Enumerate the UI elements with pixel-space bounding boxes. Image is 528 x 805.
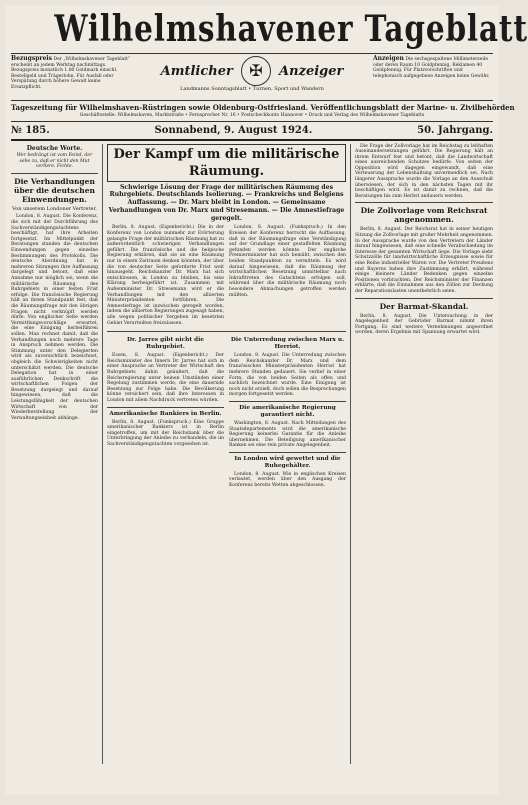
divider (229, 401, 346, 402)
article-body-marx-herriot: London, 8. August. Die Unterredung zwischen dem Reichskanzler Dr. Marx und dem französischen Ministerpräsidenten Herriot hat mehrere Stunden gedauert. Sie verlief in einer Form, die von beiden Seiten als offen und sachlich bezeichnet wurde. Eine Einigung ist noch nicht erzielt, doch sollen die Besprechungen morgen fortgesetzt werden. (229, 353, 346, 398)
lower-articles (107, 335, 346, 491)
article-headline-marx-herriot: Die Unterredung zwischen Marx u. Herriot. (230, 337, 345, 351)
advertising-box (373, 56, 493, 98)
article-body-jarres: Essen, 8. August. (Eigenbericht.) Der Reichsminister des Innern Dr. Jarres hat sich in einer Ansprache an Vertreter der Wirtschaft des Ruhrgebiets dahin geäußert, daß die Reichsregierung unter keinen Umständen einer Regelung zustimmen werde, die eine dauernde Besetzung zur Folge habe. Die Bevölkerung könne versichert sein, daß ihre Interessen in London mit allem Nachdruck vertreten würden. (107, 353, 224, 403)
columns (11, 144, 493, 764)
main-article-col2: London, 8. August. (Funkspruch.) In den Kreisen der Konferenz herrscht die Auffassung, daß in der Räumungsfrage eine Verständigung auf der Grundlage einer gestaffelten Räumung gefunden werden könnte. Der englische Premierminister hat sich bemüht, zwischen den beiden Standpunkten zu vermitteln. Es wird darauf hingewiesen, daß die Räumung der wirtschaftlichen Besetzung unmittelbar nach Inkrafttreten des Gutachtens erfolgen soll, während über die militärische Räumung noch besondere Abmachungen getroffen werden müßten. (229, 225, 346, 298)
advertising-text: Die sechsgespaltene Millimeterzeile oder deren Raum 10 Goldpfennig, Reklamen 40 Goldpfennig. Für Platzvorschriften und telephonisch aufgegebene Anzeigen keine Gewähr. (373, 57, 490, 79)
article-headline-barmat: Der Barmat-Skandal. (379, 301, 469, 311)
issue-number: № 185. (11, 124, 50, 136)
volume-number: 50. Jahrgang. (417, 124, 493, 136)
article-body-us-government: Washington, 8. August. Nach Mitteilungen des Staatsdepartements wird die amerikanische Regierung keinerlei Garantie für die Anleihe übernehmen. Die Beteiligung amerikanischer Banken sei eine rein private Angelegenheit. (229, 420, 346, 449)
middle-column (103, 144, 351, 764)
issue-date: Sonnabend, 9. August 1924. (154, 124, 313, 136)
newspaper-page (5, 5, 528, 795)
main-article-col1: Berlin, 8. August. (Eigenbericht.) Die in der Konferenz von London nunmehr zur Erörterung gelangte Frage der militärischen Räumung hat zu außerordentlich schwierigen Verhandlungen geführt. Die französische und die belgische Regierung erklären, daß sie an eine Räumung nur in einem Zeitraum denken könnten, der über die von deutscher Seite geforderte Frist weit hinausgeht. Reichskanzler Dr. Marx hat sich entschlossen, in London zu bleiben, bis eine Klärung herbeigeführt ist. Zusammen mit Außenminister Dr. Stresemann wird er die Verhandlungen mit den alliierten Ministerpräsidenten fortführen. Die Amnestiefrage ist inzwischen geregelt worden, indem die alliierten Regierungen zugesagt haben, alle wegen politischer Vergehen im besetzten Gebiet Verurteilten freizulassen. (107, 225, 224, 326)
masthead-title: Wilhelmshavener Tageblatt (54, 8, 528, 50)
divider (107, 407, 224, 408)
divider (107, 331, 346, 332)
article-body-tariff: Berlin, 8. August. Der Reichsrat hat in seiner heutigen Sitzung die Zollvorlage mit großer Mehrheit angenommen. In der Aussprache wurde von den Vertretern der Länder darauf hingewiesen, daß eine schnelle Verabschiedung im Interesse der gesamten Wirtschaft liege. Die Vorlage sieht Schutzzölle für landwirtschaftliche Erzeugnisse sowie für eine Reihe industrieller Waren vor. Die Vertreter Preußens und Bayerns haben ihre Zustimmung erklärt, während einige kleinere Länder Bedenken gegen einzelne Positionen vorbrachten. Der Reichsminister der Finanzen erklärte, daß die Einnahmen aus den Zöllen zur Deckung der Reparationslasten unentbehrlich seien. (355, 227, 494, 294)
article-headline-bankers: Amerikanische Bankiers in Berlin. (109, 410, 222, 417)
article-headline-jarres: Dr. Jarres gibt nicht die Ruhrgebiet. (127, 337, 204, 351)
divider (355, 202, 493, 203)
article-headline-us-government: Die amerikanische Regierung garantiert nicht. (239, 404, 336, 418)
main-article-body (107, 225, 346, 328)
subscription-box (11, 56, 131, 98)
main-subhead: Schwierige Lösung der Frage der militärischen Räumung des Ruhrgebiets. Deutschlands Isolierung. — Frankreichs und Belgiens Auffassung. — Dr. Marx bleibt in London. — Gemeinsame Verhandlungen von Dr. Marx und Stresemann. — Die Amnestiefrage geregelt. (108, 183, 345, 222)
official-gazette-block (131, 56, 373, 98)
article-body-barmat: Berlin, 8. August. Die Untersuchung in der Angelegenheit der Gebrüder Barmat nimmt ihren Fortgang. Es sind weitere Vernehmungen angeordnet worden, deren Ergebnis mit Spannung erwartet wird. (355, 313, 493, 336)
article-headline-london-bets: In London wird gewettet und die Ruhegehälter. (234, 455, 341, 469)
left-byline: Von unserem Londoner Vertreter. (12, 205, 97, 212)
masthead-band (11, 53, 493, 101)
article-body-london-bets: London, 8. August. Wie in englischen Kreisen verlautet, werden über den Ausgang der Konferenz bereits Wetten abgeschlossen. (229, 471, 346, 489)
subscription-label: Bezugspreis (11, 55, 53, 62)
quote-kicker: Deutsche Worte. (26, 144, 83, 152)
tagline: Tageszeitung für Wilhelmshaven-Rüstringen sowie Oldenburg-Ostfriesland. Veröffentlichungsblatt der Marine- u. Zivilbehörden (11, 103, 515, 112)
article-headline-tariff: Die Zollvorlage vom Reichsrat angenommen. (360, 206, 488, 225)
right-column (351, 144, 493, 764)
right-top-body: Die Frage der Zollvorlage hat im Reichstag zu lebhaften Auseinandersetzungen geführt. Die Regierung hält an ihrem Entwurf fest und betont, daß die Landwirtschaft eines ausreichenden Schutzes bedürfe. Von seiten der Opposition wird dagegen eingewandt, daß eine Verteuerung der Lebenshaltung unvermeidlich sei. Nach längerer Aussprache wurde die Vorlage an den Ausschuß überwiesen, der sich in den nächsten Tagen mit ihr beschäftigen wird. Es ist damit zu rechnen, daß die Beratungen bis zum Herbst andauern werden. (355, 143, 493, 199)
divider (355, 298, 493, 299)
quote-text: Wer bedrängt ist vom Feind, der sehe zu, daß er nicht den Mut verliere. Fichte. (16, 153, 93, 170)
divider (11, 173, 98, 174)
dateline (11, 122, 493, 141)
left-headline: Die Verhandlungen über die deutschen Einwendungen. (14, 176, 95, 204)
eagle-seal-icon: ✠ (241, 56, 271, 86)
advertising-label: Anzeigen (373, 55, 404, 62)
article-body-bankers: Berlin, 8. August. (Funkspruch.) Eine Gruppe amerikanischer Bankiers ist in Berlin eingetroffen, um mit der Reichsbank über die Unterbringung der Anleihe zu verhandeln, die im Sachverständigengutachten vorgesehen ist. (107, 419, 224, 447)
left-column (11, 144, 103, 764)
supplements-line: Landmanns Sonntagsblatt • Turnen, Sport und Wandern (180, 86, 324, 92)
divider (229, 452, 346, 453)
left-body: London, 8. August. Die Konferenz, die sich mit der Durchführung des Sachverständigengutachtens beschäftigt, hat ihre Arbeiten fortgesetzt. Im Mittelpunkt der Beratungen standen die deutschen Einwendungen gegen einzelne Bestimmungen des Protokolls. Die deutsche Abordnung hat in mehreren Sitzungen ihre Auffassung dargelegt und betont, daß eine Annahme nur möglich sei, wenn die militärische Räumung des Ruhrgebiets in einer festen Frist erfolge. Die französische Regierung hält an ihrem Standpunkt fest, daß die Räumungsfrage mit den übrigen Fragen nicht verknüpft werden dürfe. Von englischer Seite werden Vermittlungsvorschläge erwartet, die eine Einigung herbeiführen sollen. Man rechnet damit, daß die Verhandlungen noch mehrere Tage in Anspruch nehmen werden. Die Stimmung unter den Delegierten wird als zuversichtlich bezeichnet, obgleich die Schwierigkeiten nicht unterschätzt werden. Die deutsche Delegation hat in einer ausführlichen Denkschrift die wirtschaftlichen Folgen der Besetzung dargelegt und darauf hingewiesen, daß die Leistungsfähigkeit der deutschen Wirtschaft von der Wiederherstellung der Verwaltungseinheit abhänge. (11, 214, 98, 421)
subscription-text: Der „Wilhelmshavener Tageblatt“ erscheint an jedem Werktag nachmittags. Bezugspreis monatlich 1.80 Goldmark einschl. Bestellgeld und Trägerlohn. Für Ausfall oder Verspätung durch höhere Gewalt keine Ersatzpflicht. (11, 57, 131, 90)
official-word-right: Anzeiger (279, 63, 344, 79)
main-headline: Der Kampf um die militärische Räumung. (107, 144, 346, 182)
address-line: Geschäftsstelle: Wilhelmshaven, Marktstraße • Fernsprecher Nr. 16 • Postscheckkonto Hannover • Druck und Verlag des Wilhelmshavener Tageblatts (11, 113, 493, 122)
official-word-left: Amtlicher (160, 63, 233, 79)
